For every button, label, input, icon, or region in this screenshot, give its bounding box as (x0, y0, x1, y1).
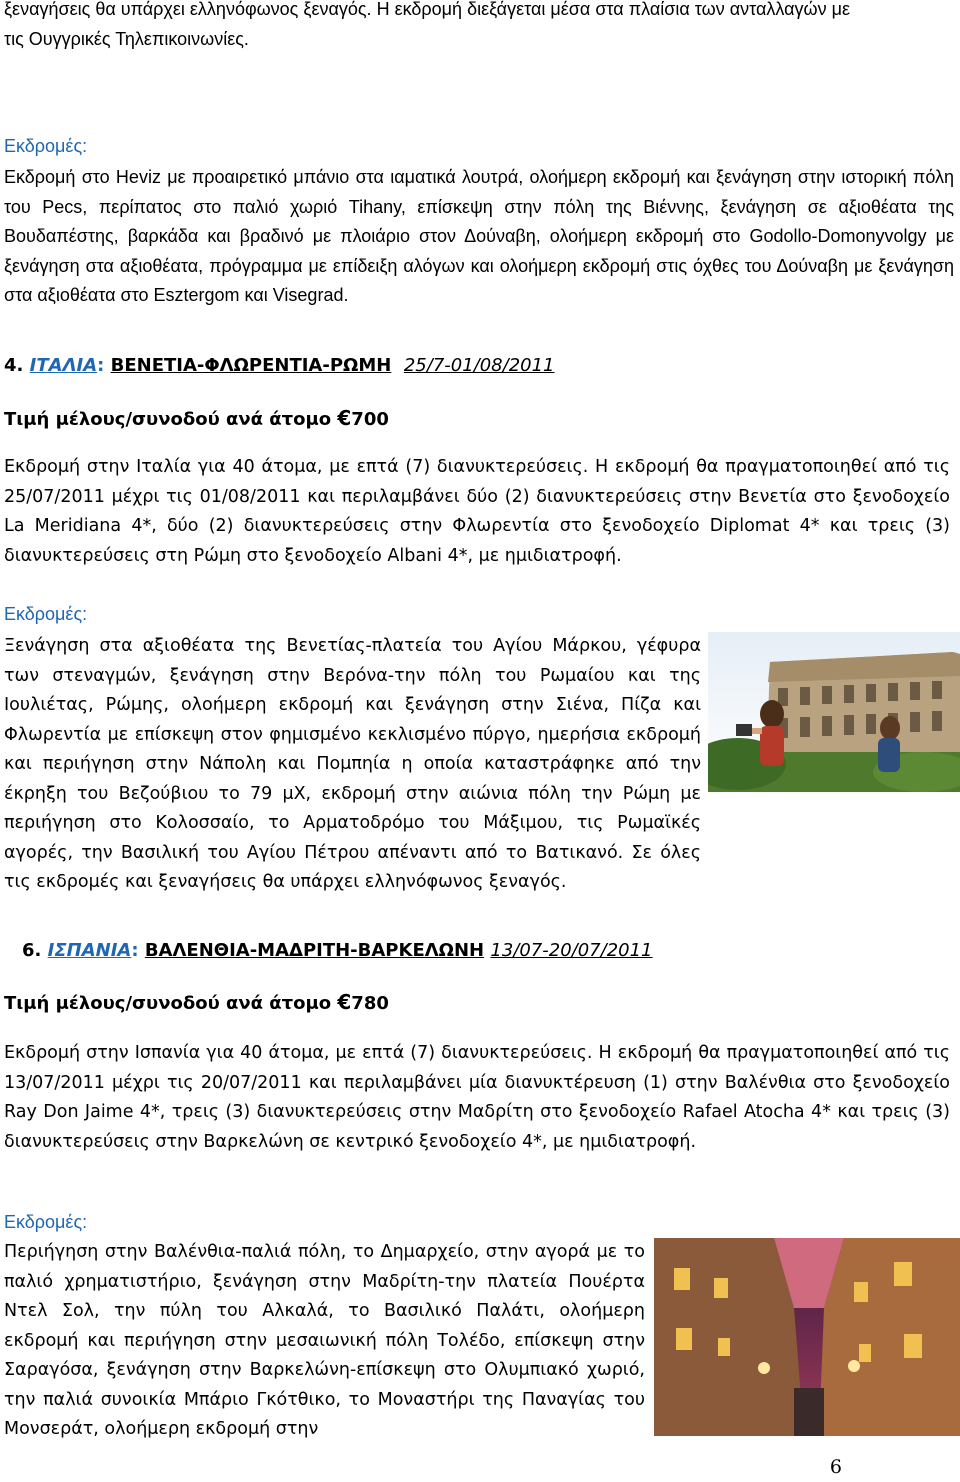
italy-price-label: Τιμή μέλους/συνοδού ανά άτομο (4, 409, 332, 430)
spain-heading (22, 940, 653, 961)
italy-excursions-label: Εκδρομές: (4, 604, 88, 624)
colosseum-photo (708, 632, 960, 792)
italy-dates: 25/7-01/08/2011 (403, 355, 555, 376)
spain-price-currency: € (337, 990, 352, 1014)
spain-excursions-text: Περιήγηση στην Βαλένθια-παλιά πόλη, το Δημαρχείο, στην αγορά με το παλιό χρηματιστήριο, ξενάγηση στην Μαδρίτη-την πλατεία Πουέρτα Ντελ Σολ, την πύλη του Αλκαλά, το Βασιλικό Παλάτι, ολοήμερη εκδρομή και περιήγηση στην μεσαιωνική πόλη Τολέδο, επίσκεψη στην Σαραγόσα, ξενάγηση στην Βαρκελώνη-επίσκεψη στο Ολυμπιακό χωριό, την παλιά συνοικία Μπάριο Γκότθικο, το Μοναστήρι της Παναγίας του Μονσεράτ, ολοήμερη εκδρομή στην (4, 1242, 645, 1439)
spain-excursions-label: Εκδρομές: (4, 1212, 88, 1232)
spain-street-photo (654, 1238, 960, 1436)
spain-colon: : (131, 940, 139, 961)
page-number: 6 (829, 1456, 842, 1478)
italy-excursions-text: Ξενάγηση στα αξιοθέατα της Βενετίας-πλατεία του Αγίου Μάρκου, γέφυρα των στεναγμών, ξενάγηση στην Βερόνα-την πόλη του Ρωμαίου και της Ιουλιέτας, Ρώμης, ολοήμερη εκδρομή και ξενάγηση στην Σιένα, Πίζα και Φλωρεντία με επίσκεψη στον φημισμένο κεκλισμένο πύργο, ημερήσια εκδρομή και περιήγηση στην Νάπολη και Πομπηία η οποία καταστράφηκε από την έκρηξη του Βεζούβιου το 79 μΧ, εκδρομή στην αιώνια πόλη την Ρώμη με περιήγηση στο Κολοσσαίο, το Αρματοδρόμο του Μάξιμου, τις Ρωμαϊκές αγορές, την Βασιλική του Αγίου Πέτρου απέναντι από το Βατικανό. Σε όλες τις εκδρομές και ξεναγήσεις θα υπάρχει ελληνόφωνος ξεναγός. (4, 636, 701, 892)
hungary-excursions-text: Εκδρομή στο Heviz με προαιρετικό μπάνιο στα ιαματικά λουτρά, ολοήμερη εκδρομή και ξενάγηση στην ιστορική πόλη του Pecs, περίπατος στο παλιό χωριό Tihany, επίσκεψη στην πόλη της Βιέννης, ξενάγηση σε αξιοθέατα της Βουδαπέστης, βαρκάδα και βραδινό με πλοιάριο στον Δούναβη, ολοήμερη εκδρομή στο Godollo-Domonyvolgy με ξενάγηση στα αξιοθέατα, πρόγραμμα με επίδειξη αλόγων και ολοήμερη εκδρομή στις όχθες του Δούναβη με ξενάγηση στα αξιοθέατα στο Esztergom και Visegrad. (4, 167, 954, 305)
excursions-label: Εκδρομές: (4, 136, 88, 156)
italy-price-value: 700 (351, 409, 389, 430)
spain-price-line (4, 990, 389, 1014)
italy-section-number: 4. (4, 355, 24, 376)
italy-route: ΒΕΝΕΤΙΑ-ΦΛΩΡΕΝΤΙΑ-ΡΩΜΗ (110, 355, 392, 376)
colosseum-illustration (708, 632, 960, 792)
italy-price-currency: € (337, 406, 352, 430)
spain-street-illustration (654, 1238, 960, 1436)
spain-price-label: Τιμή μέλους/συνοδού ανά άτομο (4, 993, 332, 1014)
spain-section-number: 6. (22, 940, 42, 961)
spain-description: Εκδρομή στην Ισπανία για 40 άτομα, με επτά (7) διανυκτερεύσεις. Η εκδρομή θα πραγματοποιηθεί από τις 13/07/2011 μέχρι τις 20/07/2011 και περιλαμβάνει μία διανυκτέρευση (1) στην Βαλένθια στο ξενοδοχείο Ray Don Jaime 4*, τρεις (3) διανυκτερεύσεις στην Μαδρίτη στο ξενοδοχείο Rafael Atocha 4* και τρεις (3) διανυκτερεύσεις στην Βαρκελώνη σε κεντρικό ξενοδοχείο 4*, με ημιδιατροφή. (4, 1043, 950, 1152)
italy-country: ΙΤΑΛΙΑ (29, 355, 98, 376)
italy-description: Εκδρομή στην Ιταλία για 40 άτομα, με επτά (7) διανυκτερεύσεις. Η εκδρομή θα πραγματοποιηθεί από τις 25/07/2011 μέχρι τις 01/08/2011 και περιλαμβάνει δύο (2) διανυκτερεύσεις στην Βενετία στο ξενοδοχείο La Meridiana 4*, δύο (2) διανυκτερεύσεις στην Φλωρεντία στο ξενοδοχείο Diplomat 4* και τρεις (3) διανυκτερεύσεις στη Ρώμη στο ξενοδοχείο Albani 4*, με ημιδιατροφή. (4, 457, 951, 566)
italy-heading (4, 355, 555, 376)
spain-route: ΒΑΛΕΝΘΙΑ-ΜΑΔΡΙΤΗ-ΒΑΡΚΕΛΩΝΗ (144, 940, 485, 961)
spain-dates: 13/07-20/07/2011 (490, 940, 653, 961)
spain-price-value: 780 (351, 993, 389, 1014)
spain-country: ΙΣΠΑΝΙΑ (47, 940, 132, 961)
italy-colon: : (97, 355, 105, 376)
intro-paragraph: ξεναγήσεις θα υπάρχει ελληνόφωνος ξεναγός. Η εκδρομή διεξάγεται μέσα στα πλαίσια των ανταλλαγών με τις Ουγγρικές Τηλεπικοινωνίες. (4, 0, 850, 49)
italy-price-line (4, 406, 389, 430)
